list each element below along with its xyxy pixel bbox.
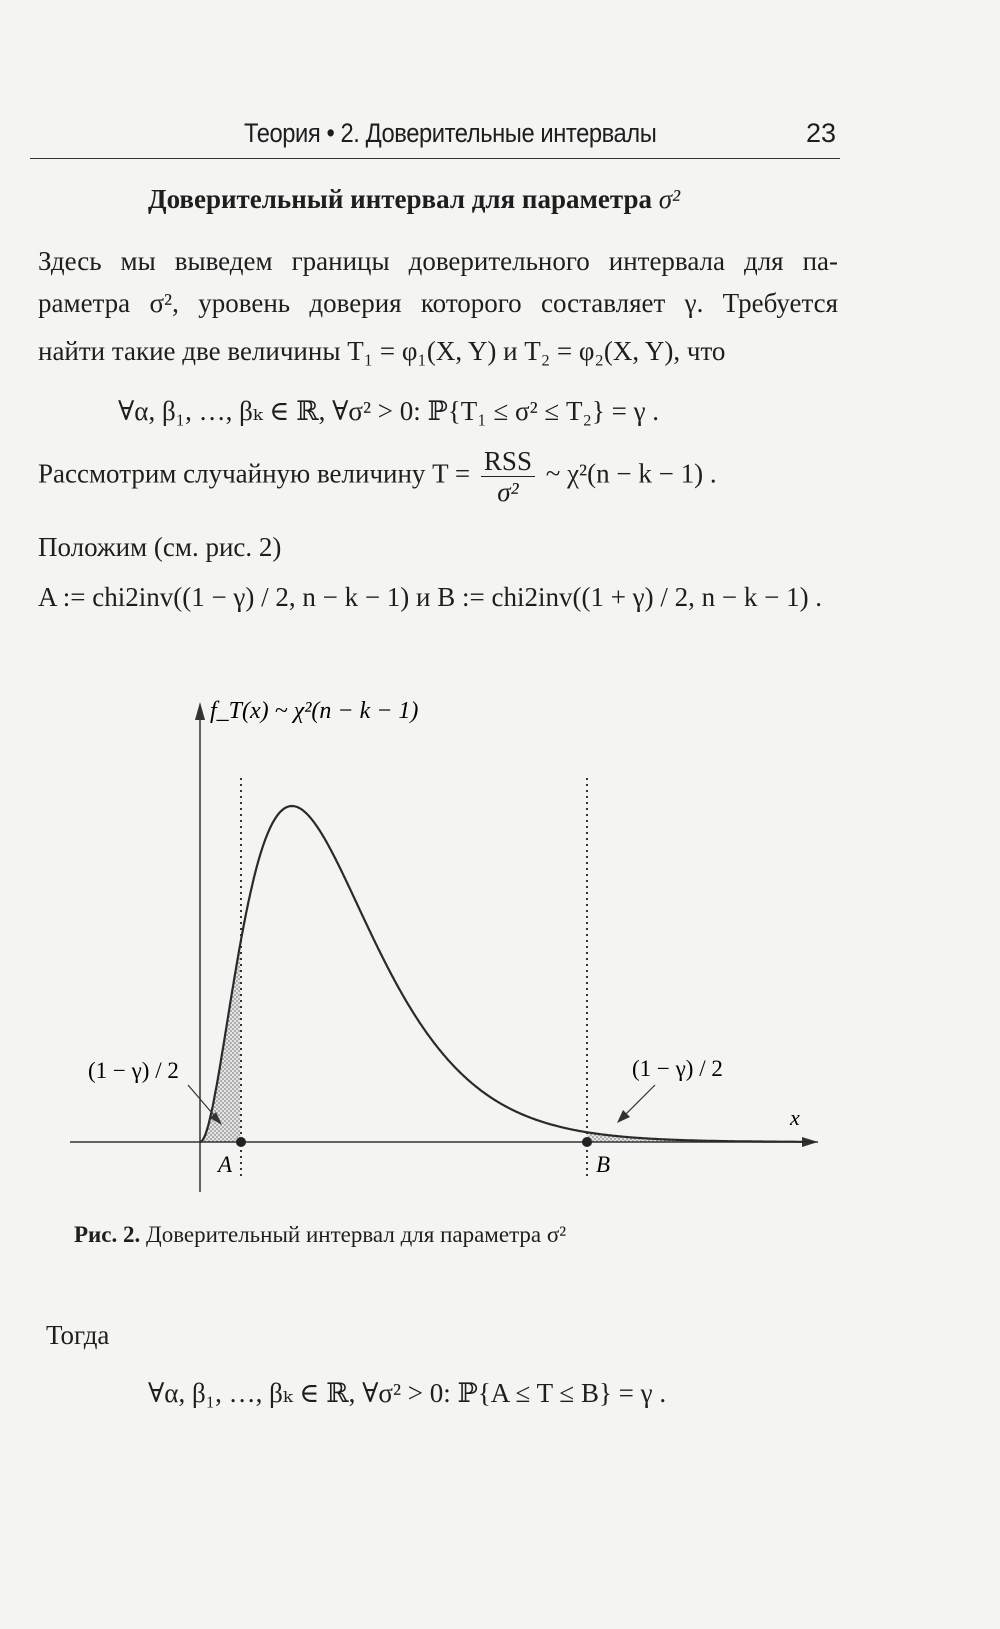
consider-tail: ~ χ²(n − k − 1) . bbox=[545, 458, 717, 489]
paragraph-line-1: Здесь мы выведем границы доверительного интервала для па- bbox=[38, 246, 838, 276]
figure-caption bbox=[74, 1222, 566, 1248]
point-A bbox=[236, 1137, 246, 1147]
section-title-text: Доверительный интервал для параметра bbox=[148, 184, 652, 214]
fraction-denominator: σ² bbox=[497, 477, 519, 507]
point-B bbox=[582, 1137, 592, 1147]
caption-number: Рис. 2. bbox=[74, 1222, 141, 1247]
x-axis-label: x bbox=[790, 1105, 800, 1130]
then-text: Тогда bbox=[46, 1320, 110, 1350]
paragraph-line-3: найти такие две величины T₁ = φ₁(X, Y) и T₂ = φ₂(X, Y), что bbox=[38, 336, 726, 366]
consider-text: Рассмотрим случайную величину T = bbox=[38, 458, 471, 489]
density-curve bbox=[200, 806, 814, 1142]
right-tail-label: (1 − γ) / 2 bbox=[632, 1056, 723, 1081]
left-tail-label: (1 − γ) / 2 bbox=[88, 1058, 179, 1083]
paragraph-line-2: раметра σ², уровень доверия которого составляет γ. Требуется bbox=[38, 288, 838, 318]
label-B: B bbox=[596, 1152, 611, 1177]
y-axis-arrow bbox=[195, 702, 205, 720]
label-A: A bbox=[218, 1152, 233, 1177]
chart-title: f_T(x) ~ χ²(n − k − 1) bbox=[210, 698, 419, 724]
put-line: Положим (см. рис. 2) bbox=[38, 532, 282, 562]
probability-formula-1: ∀α, β₁, …, βₖ ∈ ℝ, ∀σ² > 0: ℙ{T₁ ≤ σ² ≤ T₂} = γ . bbox=[118, 396, 660, 426]
definition-line: A := chi2inv((1 − γ) / 2, n − k − 1) и B := chi2inv((1 + γ) / 2, n − k − 1) . bbox=[38, 582, 823, 612]
fraction-numerator: RSS bbox=[481, 446, 535, 477]
header-title: Теория • 2. Доверительные интервалы bbox=[244, 118, 657, 148]
right-pointer bbox=[622, 1085, 655, 1118]
caption-text: Доверительный интервал для параметра σ² bbox=[146, 1222, 567, 1247]
page-number: 23 bbox=[805, 118, 836, 148]
section-title-symbol: σ² bbox=[658, 184, 681, 214]
probability-formula-2: ∀α, β₁, …, βₖ ∈ ℝ, ∀σ² > 0: ℙ{A ≤ T ≤ B} = γ . bbox=[148, 1378, 667, 1408]
